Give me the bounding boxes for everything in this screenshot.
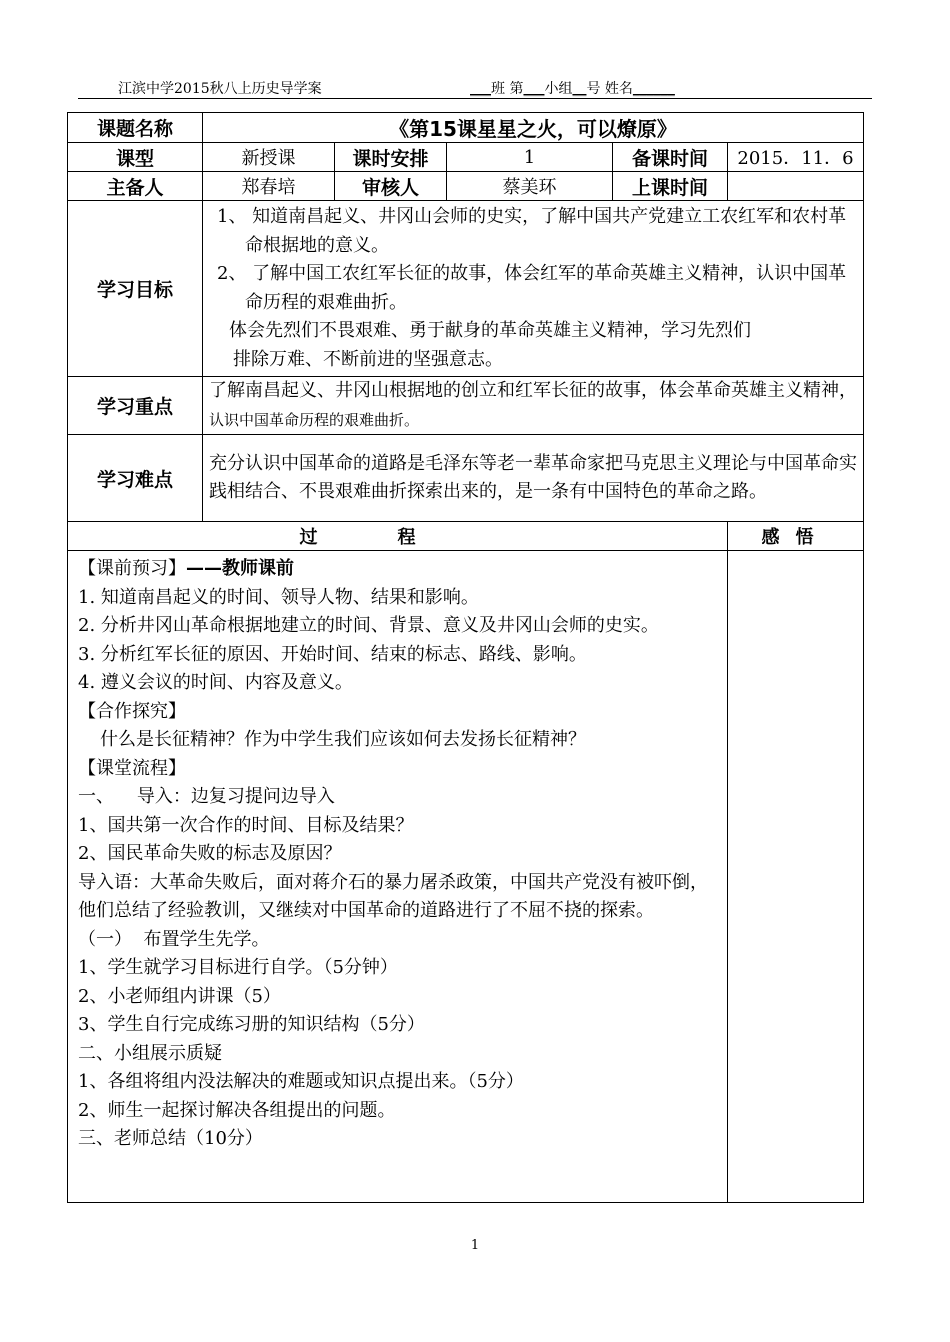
preview-label: 【课前预习】 [78, 558, 186, 579]
number-label: 号 姓名 [586, 81, 633, 97]
topic-value: 《第15课星星之火，可以燎原》 [203, 113, 864, 143]
goals-content [203, 201, 864, 377]
preview-item-4: 4. 遵义会议的时间、内容及意义。 [78, 672, 353, 693]
process-header-row [68, 522, 864, 551]
process-row [68, 551, 864, 1203]
page-number: 1 [470, 1238, 480, 1253]
goal-1: 1、 知道南昌起义、井冈山会师的史实，了解中国共产党建立工农红军和农村革命根据地的意义。 [217, 206, 847, 256]
flow-label: 【课堂流程】 [78, 757, 186, 779]
class-blank[interactable]: ___ [470, 81, 491, 97]
page-header [78, 76, 872, 99]
preparer-label: 主备人 [68, 172, 203, 201]
goals-label: 学习目标 [68, 201, 203, 377]
goals-row [68, 201, 864, 377]
flow-step-self-study: （一） 布置学生先学。 [78, 928, 270, 950]
key-points-content [203, 377, 864, 435]
flow-step-group: 二、小组展示质疑 [78, 1042, 222, 1064]
class-time-label: 上课时间 [613, 172, 728, 201]
school-title: 江滨中学2015秋八上历史导学案 [118, 81, 322, 97]
difficulty-content: 充分认识中国革命的道路是毛泽东等老一辈革命家把马克思主义理论与中国革命实践相结合、不畏艰难曲折探索出来的，是一条有中国特色的革命之路。 [203, 435, 864, 522]
group-label: 小组 [544, 81, 573, 97]
difficulty-label: 学习难点 [68, 435, 203, 522]
reviewer-label: 审核人 [335, 172, 447, 201]
flow-question-1: 1、国共第一次合作的时间、目标及结果？ [78, 814, 414, 836]
flow-step-summary: 三、老师总结（10分） [78, 1128, 263, 1149]
feeling-header: 感悟 [728, 522, 864, 551]
preview-item-2: 2. 分析井冈山革命根据地建立的时间、背景、意义及井冈山会师的史实。 [78, 615, 659, 636]
preview-title: ——教师课前 [186, 558, 294, 579]
preparer-value: 郑春培 [203, 172, 335, 201]
process-header: 过程 [68, 522, 728, 551]
class-label: 班 第 [491, 81, 524, 97]
preview-item-1: 1. 知道南昌起义的时间、领导人物、结果和影响。 [78, 586, 479, 608]
topic-row [68, 113, 864, 143]
hours-value: 1 [447, 143, 613, 172]
hours-label: 课时安排 [335, 143, 447, 172]
prep-time-value: 2015．11．6 [728, 143, 864, 172]
key-points-label: 学习重点 [68, 377, 203, 435]
type-value: 新授课 [203, 143, 335, 172]
goal-3-line-1: 体会先烈们不畏艰难、勇于献身的革命英雄主义精神，学习先烈们 [229, 320, 751, 341]
goal-3 [209, 317, 857, 374]
key-points-text: 了解南昌起义、井冈山根据地的创立和红军长征的故事，体会革命英雄主义精神， [209, 380, 857, 401]
class-time-value[interactable] [728, 172, 864, 201]
student-info-line [470, 78, 675, 98]
number-blank[interactable]: __ [572, 81, 587, 97]
type-row [68, 143, 864, 172]
prep-time-label: 备课时间 [613, 143, 728, 172]
cooperation-question: 什么是长征精神？作为中学生我们应该如何去发扬长征精神？ [100, 729, 586, 750]
key-points-row [68, 377, 864, 435]
reviewer-value: 蔡美环 [447, 172, 613, 201]
preview-item-3: 3. 分析红军长征的原因、开始时间、结束的标志、路线、影响。 [78, 643, 587, 665]
name-blank[interactable]: ______ [632, 81, 675, 97]
flow-step-intro: 一、 导入：边复习提问边导入 [78, 786, 335, 807]
goal-2: 2、 了解中国工农红军长征的故事，体会红军的革命英雄主义精神，认识中国革命历程的艰难曲折。 [217, 263, 847, 313]
group-blank[interactable]: ___ [523, 81, 545, 97]
feeling-content[interactable] [728, 551, 864, 1203]
key-points-text-small: 认识中国革命历程的艰难曲折。 [209, 410, 420, 429]
flow-question-2: 2、国民革命失败的标志及原因？ [78, 843, 342, 864]
flow-item-3: 3、学生自行完成练习册的知识结构（5分） [78, 1014, 425, 1035]
goal-3-line-2: 排除万难、不断前进的坚强意志。 [233, 348, 503, 370]
flow-item-4: 1、各组将组内没法解决的难题或知识点提出来。（5分） [78, 1071, 524, 1092]
flow-item-2: 2、小老师组内讲课（5） [78, 985, 281, 1007]
cooperation-label: 【合作探究】 [78, 700, 186, 722]
flow-intro-text: 导入语：大革命失败后，面对蒋介石的暴力屠杀政策，中国共产党没有被吓倒，他们总结了经验教训，又继续对中国革命的道路进行了不屈不挠的探索。 [78, 871, 708, 921]
preparer-row [68, 172, 864, 201]
flow-item-1: 1、学生就学习目标进行自学。（5分钟） [78, 957, 398, 978]
difficulty-row [68, 435, 864, 522]
type-label: 课型 [68, 143, 203, 172]
flow-item-5: 2、师生一起探讨解决各组提出的问题。 [78, 1099, 396, 1121]
process-content [68, 551, 728, 1203]
topic-label: 课题名称 [68, 113, 203, 143]
lesson-plan-table [67, 112, 864, 1203]
